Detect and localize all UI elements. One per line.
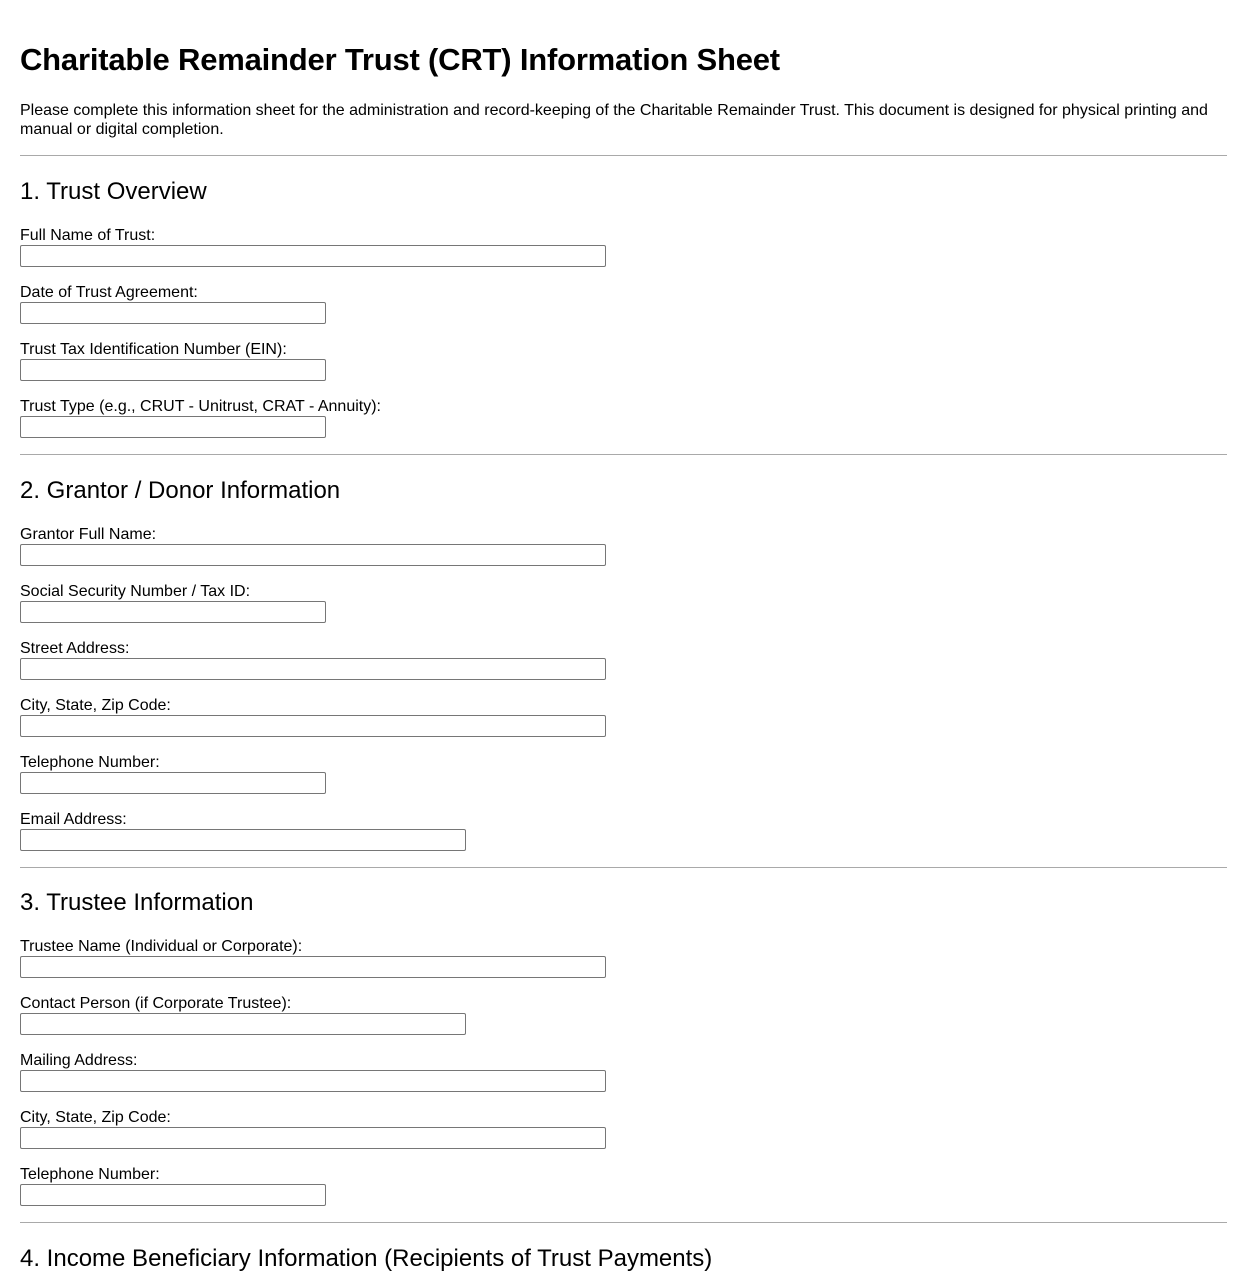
trustee-phone-field[interactable] (20, 1184, 326, 1206)
trust-name-field[interactable] (20, 245, 606, 267)
label-grantor-email: Email Address: (20, 811, 127, 828)
label-trustee-phone: Telephone Number: (20, 1166, 160, 1183)
section-divider (20, 454, 1227, 455)
section-heading-trust-overview: 1. Trust Overview (20, 178, 207, 205)
label-grantor-ssn: Social Security Number / Tax ID: (20, 583, 251, 600)
section-divider (20, 155, 1227, 156)
label-trust-type: Trust Type (e.g., CRUT - Unitrust, CRAT - Annuity): (20, 398, 381, 415)
grantor-city-field[interactable] (20, 715, 606, 737)
label-grantor-phone: Telephone Number: (20, 754, 160, 771)
label-trustee-city: City, State, Zip Code: (20, 1109, 171, 1126)
label-trustee-contact: Contact Person (if Corporate Trustee): (20, 995, 292, 1012)
section-heading-income-beneficiary: 4. Income Beneficiary Information (Recipients of Trust Payments) (20, 1245, 713, 1272)
trust-type-field[interactable] (20, 416, 326, 438)
trustee-contact-field[interactable] (20, 1013, 466, 1035)
label-trustee-address: Mailing Address: (20, 1052, 138, 1069)
label-grantor-name: Grantor Full Name: (20, 526, 157, 543)
section-heading-trustee: 3. Trustee Information (20, 889, 254, 916)
label-trust-name: Full Name of Trust: (20, 227, 156, 244)
section-divider (20, 1222, 1227, 1223)
section-heading-grantor: 2. Grantor / Donor Information (20, 477, 341, 504)
label-grantor-street: Street Address: (20, 640, 130, 657)
grantor-street-field[interactable] (20, 658, 606, 680)
label-grantor-city: City, State, Zip Code: (20, 697, 171, 714)
trustee-name-field[interactable] (20, 956, 606, 978)
grantor-ssn-field[interactable] (20, 601, 326, 623)
label-trust-date: Date of Trust Agreement: (20, 284, 198, 301)
trustee-address-field[interactable] (20, 1070, 606, 1092)
trustee-city-field[interactable] (20, 1127, 606, 1149)
label-trustee-name: Trustee Name (Individual or Corporate): (20, 938, 303, 955)
grantor-phone-field[interactable] (20, 772, 326, 794)
section-divider (20, 867, 1227, 868)
intro-text: Please complete this information sheet for the administration and record-keeping of the Charitable Remainder Trust. This document is designed for physical printing and manual or digital completion. (20, 102, 1208, 138)
trust-ein-field[interactable] (20, 359, 326, 381)
grantor-name-field[interactable] (20, 544, 606, 566)
label-trust-ein: Trust Tax Identification Number (EIN): (20, 341, 287, 358)
page-title: Charitable Remainder Trust (CRT) Information Sheet (20, 42, 780, 77)
grantor-email-field[interactable] (20, 829, 466, 851)
trust-date-field[interactable] (20, 302, 326, 324)
